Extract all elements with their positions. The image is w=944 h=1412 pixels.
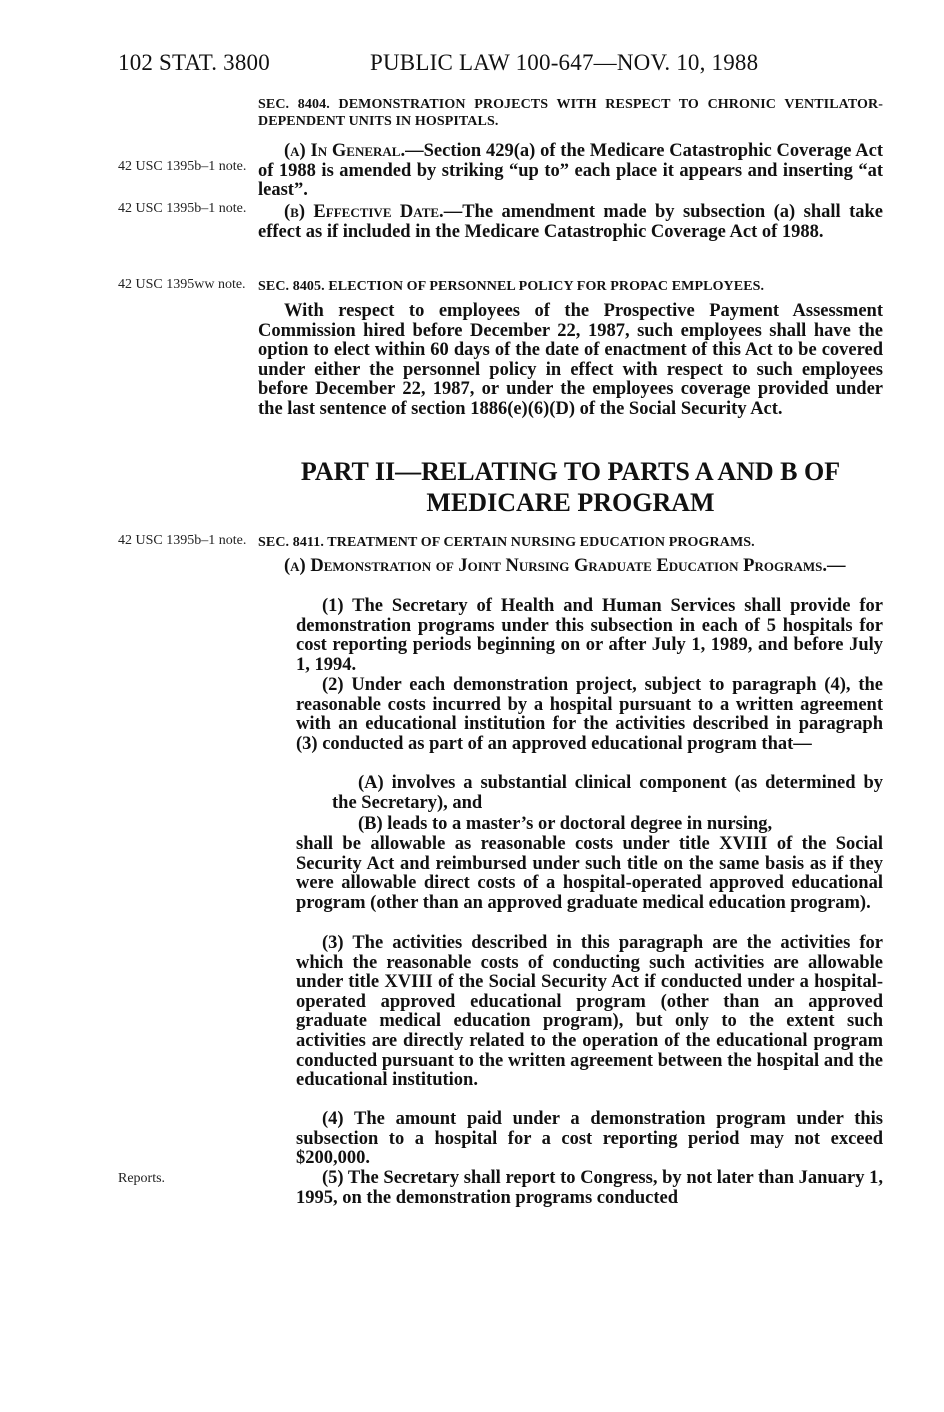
paragraph-1: (1) The Secretary of Health and Human Services shall provide for demonstration programs under this subsection in each of 5 hospitals for cost reporting periods beginning on or after July 1, 1989, and before July 1, 1994.: [296, 596, 883, 675]
subsection-a-dash: —: [826, 556, 846, 576]
section-8411-heading: SEC. 8411. TREATMENT OF CERTAIN NURSING EDUCATION PROGRAMS.: [258, 535, 755, 550]
statute-page-number: 102 STAT. 3800: [118, 50, 270, 75]
subparagraph-a: (A) involves a substantial clinical component (as determined by the Secretary), and: [332, 773, 883, 813]
part-title-line-1: PART II—RELATING TO PARTS A AND B OF: [300, 457, 841, 486]
section-8405-heading: SEC. 8405. ELECTION OF PERSONNEL POLICY FOR PROPAC EMPLOYEES.: [258, 279, 765, 294]
margin-note: 42 USC 1395b–1 note.: [118, 533, 247, 548]
subsection-b-text: —The amendment made by subsection (a) shall take effect as if included in the Medicare Catastrophic Coverage Act of 1988.: [258, 202, 883, 242]
public-law-title: PUBLIC LAW 100-647—NOV. 10, 1988: [370, 50, 759, 75]
margin-note-reports: Reports.: [118, 1171, 166, 1186]
paragraph-2: (2) Under each demonstration project, subject to paragraph (4), the reasonable costs incurred by a hospital pursuant to a written agreement with an educational institution for the activities described in paragraph (3) conducted as part of an approved educational program that—: [296, 675, 883, 754]
margin-note: 42 USC 1395b–1 note.: [118, 159, 247, 174]
subsection-a-label: (a) In General.: [284, 141, 406, 161]
section-8404-subsection-b: [258, 203, 883, 242]
section-8404-heading: SEC. 8404. DEMONSTRATION PROJECTS WITH RESPECT TO CHRONIC VENTILATOR-DEPENDENT UNITS IN HOSPITALS.: [258, 97, 883, 129]
section-8411-subsection-a-heading: [258, 557, 883, 577]
section-8404-subsection-a: [258, 142, 883, 201]
margin-note: 42 USC 1395ww note.: [118, 277, 246, 292]
paragraph-4: (4) The amount paid under a demonstration program under this subsection to a hospital for a cost reporting period may not exceed $200,000.: [296, 1109, 883, 1169]
paragraph-2-continuation: shall be allowable as reasonable costs under title XVIII of the Social Security Act and reimbursed under such title on the same basis as if they were allowable direct costs of a hospital-operated approved educational program (other than an approved graduate medical education program).: [296, 834, 883, 913]
subparagraph-b: (B) leads to a master’s or doctoral degree in nursing,: [358, 814, 773, 834]
part-ii-title: [258, 456, 883, 518]
subsection-a-label: (a) Demonstration of Joint Nursing Graduate Education Programs.: [284, 556, 827, 576]
paragraph-5: (5) The Secretary shall report to Congress, by not later than January 1, 1995, on the demonstration programs conducted: [296, 1168, 883, 1208]
part-title-line-2: MEDICARE PROGRAM: [426, 488, 715, 517]
subsection-b-label: (b) Effective Date.: [284, 202, 444, 222]
page-header: [118, 50, 768, 82]
margin-note: 42 USC 1395b–1 note.: [118, 201, 247, 216]
subsection-a-text: —Section 429(a) of the Medicare Catastrophic Coverage Act of 1988 is amended by striking “up to” each place it appears and inserting “at least”.: [258, 141, 883, 201]
section-8405-text: With respect to employees of the Prospective Payment Assessment Commission hired before December 22, 1987, such employees shall have the option to elect within 60 days of the date of enactment of this Act to be covered under either the personnel policy in effect with respect to such employees before December 22, 1987, or under the employees coverage provided under the last sentence of section 1886(e)(6)(D) of the Social Security Act.: [258, 301, 883, 419]
paragraph-3: (3) The activities described in this paragraph are the activities for which the reasonable costs of conducting such activities are allowable under title XVIII of the Social Security Act if conducted under a hospital-operated approved educational program (other than an approved graduate medical education program), but only to the extent such activities are directly related to the operation of the educational program conducted pursuant to the written agreement between the hospital and the educational institution.: [296, 933, 883, 1091]
